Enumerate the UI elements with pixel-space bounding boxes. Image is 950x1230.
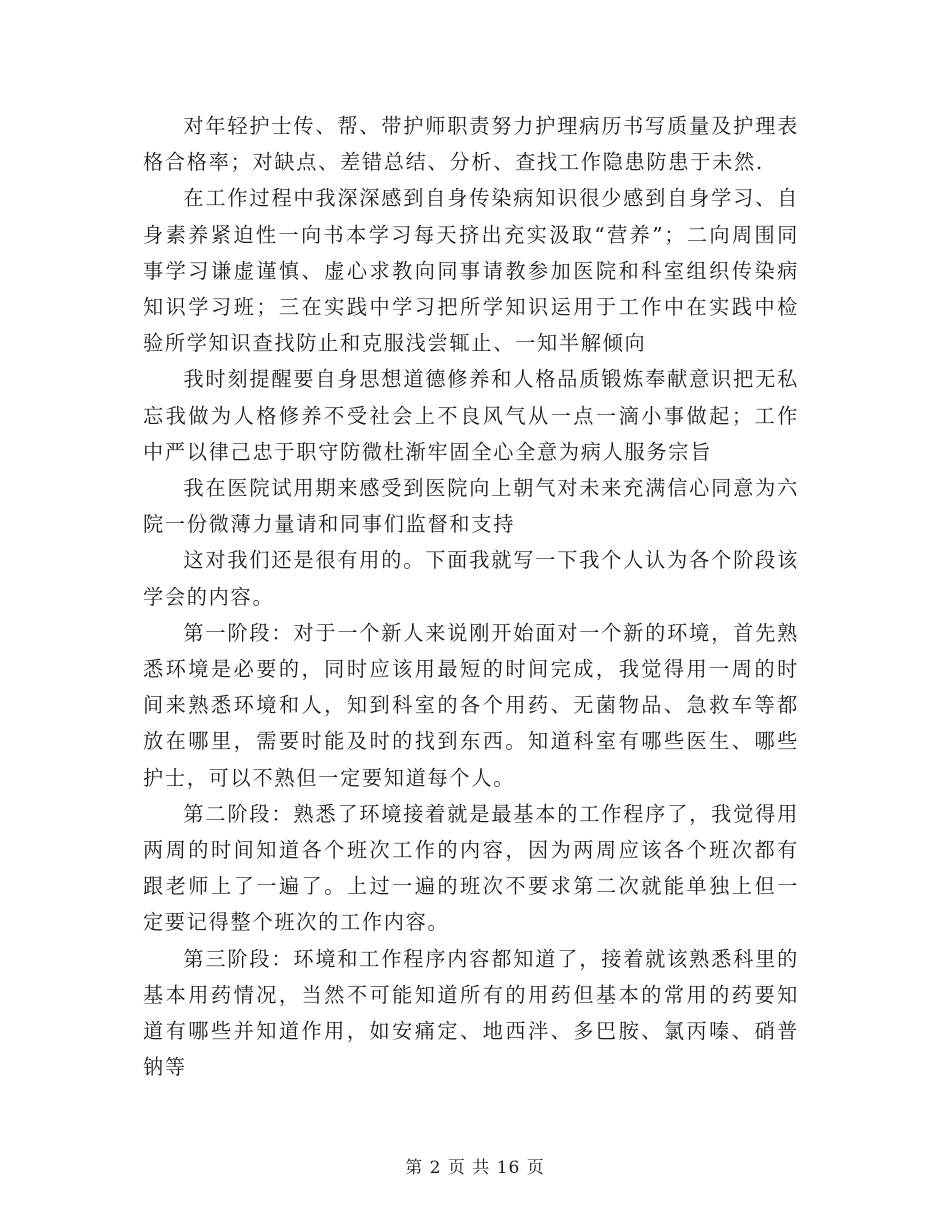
document-body	[143, 108, 799, 1085]
paragraph: 在工作过程中我深深感到自身传染病知识很少感到自身学习、自身素养紧迫性一向书本学习每天挤出充实汲取“营养”；二向周围同事学习谦虚谨慎、虚心求教向同事请教参加医院和科室组织传染病知识学习班；三在实践中学习把所学知识运用于工作中在实践中检验所学知识查找防止和克服浅尝辄止、一知半解倾向	[143, 186, 799, 356]
footer-suffix: 页	[526, 1158, 545, 1178]
page-number: 2	[429, 1158, 442, 1178]
total-pages: 16	[496, 1158, 521, 1178]
paragraph: 第二阶段：熟悉了环境接着就是最基本的工作程序了，我觉得用两周的时间知道各个班次工作的内容，因为两周应该各个班次都有跟老师上了一遍了。上过一遍的班次不要求第二次就能单独上但一定要记得整个班次的工作内容。	[143, 801, 799, 935]
page-footer	[0, 1153, 950, 1178]
paragraph: 这对我们还是很有用的。下面我就写一下我个人认为各个阶段该学会的内容。	[143, 548, 799, 609]
footer-prefix: 第	[405, 1158, 424, 1178]
paragraph: 我时刻提醒要自身思想道德修养和人格品质锻炼奉献意识把无私忘我做为人格修养不受社会上不良风气从一点一滴小事做起；工作中严以律己忠于职守防微杜渐牢固全心全意为病人服务宗旨	[143, 367, 799, 464]
paragraph: 对年轻护士传、帮、带护师职责努力护理病历书写质量及护理表格合格率；对缺点、差错总结、分析、查找工作隐患防患于未然.	[143, 114, 799, 175]
footer-middle: 页 共	[447, 1158, 491, 1178]
paragraph: 我在医院试用期来感受到医院向上朝气对未来充满信心同意为六院一份微薄力量请和同事们监督和支持	[143, 476, 799, 537]
paragraph: 第一阶段：对于一个新人来说刚开始面对一个新的环境，首先熟悉环境是必要的，同时应该用最短的时间完成，我觉得用一周的时间来熟悉环境和人，知到科室的各个用药、无菌物品、急救车等都放在哪里，需要时能及时的找到东西。知道科室有哪些医生、哪些护士，可以不熟但一定要知道每个人。	[143, 620, 799, 790]
paragraph: 第三阶段：环境和工作程序内容都知道了，接着就该熟悉科里的基本用药情况，当然不可能知道所有的用药但基本的常用的药要知道有哪些并知道作用，如安痛定、地西泮、多巴胺、氯丙嗪、硝普钠等	[143, 946, 799, 1080]
